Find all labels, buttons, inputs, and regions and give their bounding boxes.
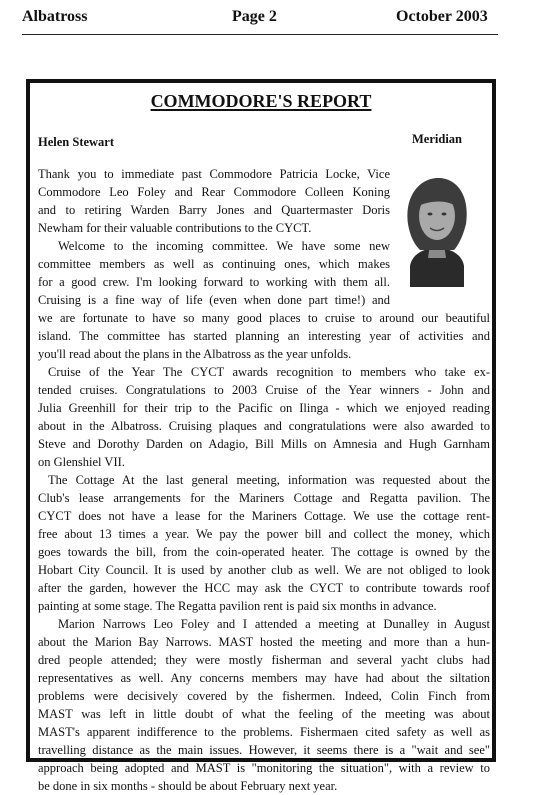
header-rule — [22, 34, 498, 35]
body-line: Club's lease arrangements for the Mariners Cottage and Regatta pavilion. The — [38, 491, 490, 505]
body-line: Steve and Dorothy Darden on Adagio, Bill Mills on Amnesia and Hugh Garnham — [38, 437, 490, 451]
body-line: Marion Narrows Leo Foley and I attended a meeting at Dunalley in August — [58, 617, 490, 631]
body-line: CYCT does not have a lease for the Mariners Cottage. We use the cottage rent- — [38, 509, 490, 523]
author-photo — [396, 166, 478, 287]
newsletter-name: Albatross — [22, 8, 88, 25]
body-line: travelling distance as the main issues. However, it seems there is a "wait and see" — [38, 743, 490, 757]
body-line: be done in six months - should be about February next year. — [38, 779, 338, 793]
page-number: Page 2 — [232, 8, 277, 25]
body-line: we are fortunate to have so many good places to cruise to around our beautiful — [38, 311, 490, 325]
author-name: Helen Stewart — [38, 135, 115, 149]
body-line: Newham for their valuable contributions to the CYCT. — [38, 221, 312, 235]
body-line: after the garden, however the HCC may ask the CYCT to contribute towards roof — [38, 581, 490, 595]
body-line: Hobart City Council. It is used by another club as well. We are not obliged to look — [38, 563, 490, 577]
body-line: Cruising is a fine way of life (even when done part time!) and — [38, 293, 390, 307]
body-line: painting at some stage. The Regatta pavilion rent is paid six months in advance. — [38, 599, 437, 613]
body-line: problems were decisively covered by the fishermen. Indeed, Colin Finch from — [38, 689, 490, 703]
body-line: MAST's apparent indifference to the problems. Fishermaen cited safety as well as — [38, 725, 490, 739]
body-line: tended cruises. Congratulations to 2003 Cruise of the Year winners - John and — [38, 383, 490, 397]
body-line: MAST was left in little doubt of what the feeling of the meeting was about — [38, 707, 490, 721]
body-line: Commodore Leo Foley and Rear Commodore Colleen Koning — [38, 185, 390, 199]
body-line: representatives as well. Any concerns members may have had about the siltation — [38, 671, 490, 685]
body-line: Thank you to immediate past Commodore Patricia Locke, Vice — [38, 167, 390, 181]
body-line: you'll read about the plans in the Albatross as the year unfolds. — [38, 347, 352, 361]
body-line: about in the Albatross. Cruising plaques and congratulations were also awarded to — [38, 419, 490, 433]
boat-name: Meridian — [412, 132, 462, 146]
body-line: Welcome to the incoming committee. We have some new — [58, 239, 390, 253]
body-line: The Cottage At the last general meeting, information was requested about the — [48, 473, 490, 487]
issue-date: October 2003 — [396, 8, 488, 25]
report-title: COMMODORE'S REPORT — [150, 91, 372, 111]
body-line: dred people attended; they were mostly fisherman and several yacht clubs had — [38, 653, 490, 667]
body-line: committee members as well as continuing ones, which makes — [38, 257, 390, 271]
body-line: free about 13 times a year. We pay the power bill and collect the money, which — [38, 527, 490, 541]
body-line: goes towards the bill, from the coin-operated heater. The cottage is owned by the — [38, 545, 490, 559]
body-line: island. The committee has started planning an interesting year of activities and — [38, 329, 490, 343]
report-box — [26, 79, 496, 793]
body-line: Julia Greenhill for their trip to the Pacific on Ilinga - which we enjoyed reading — [38, 401, 490, 415]
body-line: for a good crew. I'm looking forward to working with them all. — [38, 275, 390, 289]
body-line: Cruise of the Year The CYCT awards recognition to members who take ex- — [48, 365, 490, 379]
body-line: about the Marion Bay Narrows. MAST hosted the meeting and more than a hun- — [38, 635, 490, 649]
body-line: on Glenshiel VII. — [38, 455, 125, 469]
body-line: and to retiring Warden Barry Jones and Quartermaster Doris — [38, 203, 390, 217]
body-line: approach being adopted and MAST is "monitoring the situation", with a review to — [38, 761, 490, 775]
